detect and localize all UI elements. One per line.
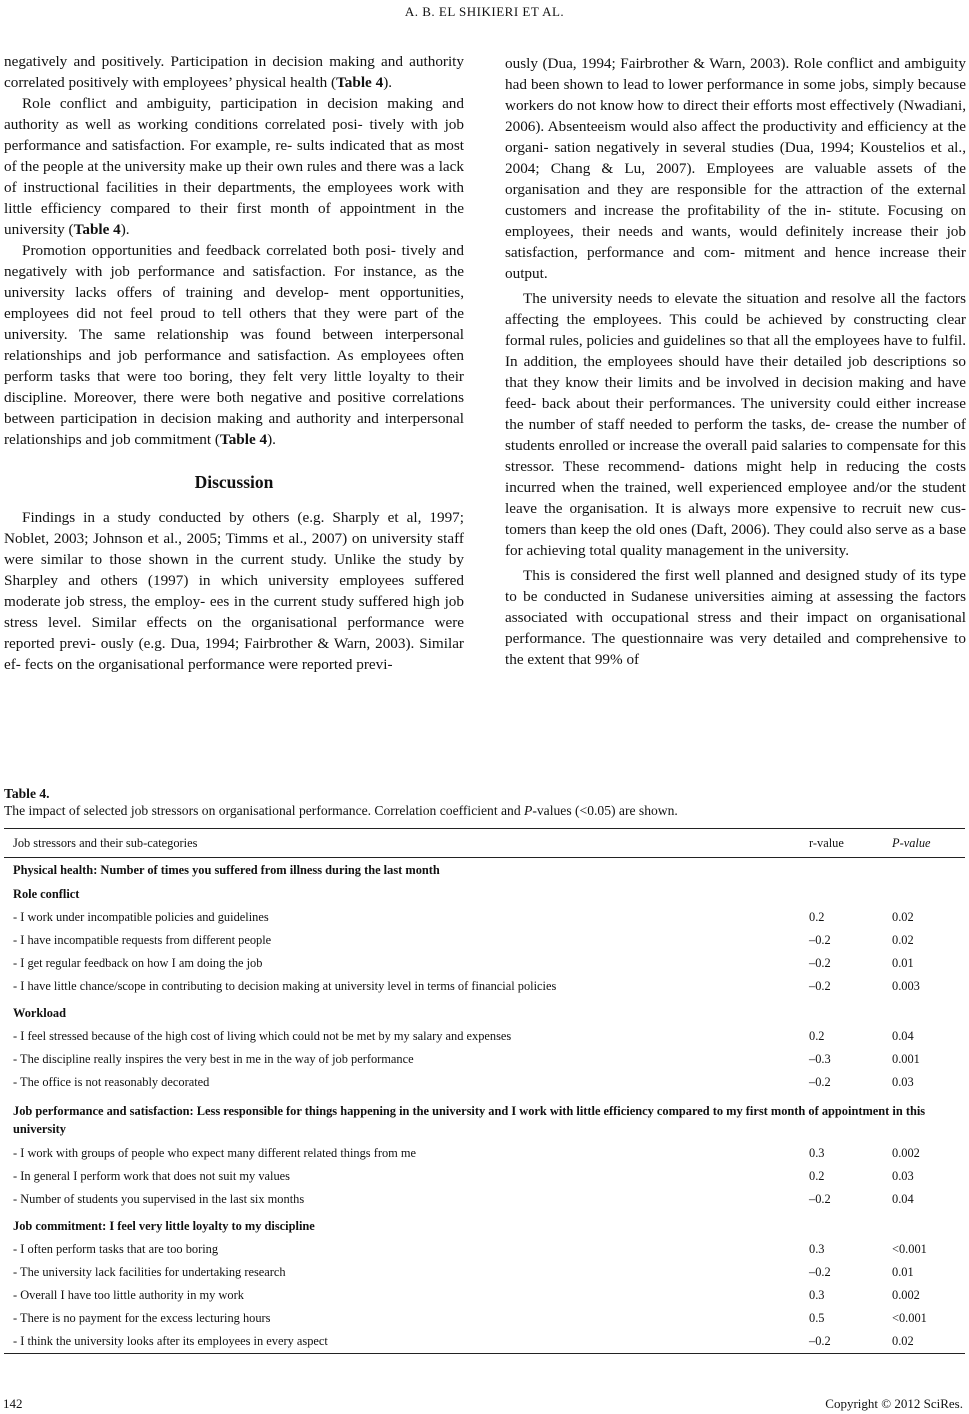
paragraph: This is considered the first well planned and designed study of its type to be conducted in Sudanese universities aiming at assessing the factors associated with occupational stress and their impact on organisational performance. The questionnaire was very detailed and comprehensive to the extent that 99% of [505, 567, 966, 668]
table-row [4, 1025, 965, 1048]
row-p-value: 0.002 [892, 1288, 920, 1302]
row-label: - Number of students you supervised in the last six months [13, 1192, 305, 1206]
paragraph: The university needs to elevate the situation and resolve all the factors affecting the employees. This could be achieved by constructing clear formal rules, policies and guidelines so that all the employees have to fulfil. In addition, the employees should have their detailed job descriptions so that they know their limits and be involved in decision making and have feed- back about their performances. The university could either increase the number of staff needed to perform the tasks, de- crease the number of students enrolled or increase the overall paid salaries to compensate for this stressor. These recommend- dations might help in reducing the costs incurred when the trained, well experienced employee and/or the student leave the organisation. It is always more expensive to recruit new cus- tomers than keep the old ones (Daft, 2006). They could also serve as a base for achieving total quality management in the university. [505, 290, 966, 559]
header-p-value-text: P-value [892, 835, 931, 850]
paragraph [4, 51, 464, 93]
right-column [505, 53, 966, 670]
copyright: Copyright © 2012 SciRes. [825, 1396, 963, 1411]
row-p-value: 0.003 [892, 979, 920, 993]
row-r-value: –0.3 [809, 1052, 831, 1066]
header-p-value [892, 836, 965, 851]
table-row [4, 975, 965, 998]
table-row [4, 929, 965, 952]
header-stressors: Job stressors and their sub-categories [13, 835, 198, 850]
row-r-value: 0.3 [809, 1288, 825, 1302]
row-p-value: <0.001 [892, 1311, 927, 1325]
table-caption [4, 785, 964, 819]
table-reference: Table 4 [219, 431, 268, 448]
table-body [4, 858, 965, 1353]
table-section-row [4, 882, 965, 906]
row-r-value: –0.2 [809, 979, 831, 993]
row-label: - I think the university looks after its employees in every aspect [13, 1334, 328, 1348]
row-r-value: 0.2 [809, 1169, 825, 1183]
left-column [4, 51, 464, 675]
row-label: - I feel stressed because of the high cost of living which could not be met by my salary and expenses [13, 1029, 512, 1043]
table-row [4, 906, 965, 929]
row-p-value: 0.001 [892, 1052, 920, 1066]
row-label: - In general I perform work that does not suit my values [13, 1169, 290, 1183]
row-r-value: –0.2 [809, 1334, 831, 1348]
paragraph-text: Promotion opportunities and feedback correlated both posi- tively and negatively with job performance and satisfaction. For instance, as the university lacks offers of training and develop- ment opportunities, employees did not feel proud to tell others that they were part of the university. The same relationship was found between interpersonal relationships and job performance and satisfaction. As employees often perform tasks that were too boring, they felt very little loyalty to their discipline. Moreover, there were both negative and positive correlations between participation in decision making and authority and interpersonal relationships and job commitment ( [4, 242, 464, 448]
table-row [4, 1165, 965, 1188]
paragraph-text: ). [267, 431, 276, 448]
table-row [4, 1307, 965, 1330]
table-label: Table 4. [4, 786, 50, 801]
table-row [4, 952, 965, 975]
row-label: - The office is not reasonably decorated [13, 1075, 210, 1089]
row-p-value: <0.001 [892, 1242, 927, 1256]
row-r-value: –0.2 [809, 1075, 831, 1089]
row-label: - I have incompatible requests from different people [13, 933, 272, 947]
paragraph-text: negatively and positively. Participation in decision making and authority correlated positively with employees’ physical health ( [4, 53, 464, 91]
table-row [4, 1261, 965, 1284]
caption-text: -values (<0.05) are shown. [532, 803, 678, 818]
section-label: Job performance and satisfaction: Less responsible for things happening in the university and I work with little efficiency compared to my first month of appointment in this university [13, 1104, 926, 1136]
row-label: - I work with groups of people who expect many different related things from me [13, 1146, 417, 1160]
row-p-value: 0.03 [892, 1169, 914, 1183]
caption-italic-p: P [524, 803, 533, 818]
paragraph: ously (Dua, 1994; Fairbrother & Warn, 2003). Role conflict and ambiguity had been shown to lead to lower performance in some jobs, simply because workers do not know how to direct their efforts most effectively (Nwadiani, 2006). Absenteeism would also affect the productivity and efficiency at the organi- sation negatively in several studies (Dua, 1994; Koustelios et al., 2004; Chang & Lu, 2007). Employees are valuable assets of the organisation and they are responsible for the attraction of the external customers and increase the profitability of the in- stitute. Focusing on employees, their needs and wants, would definitely increase their job satisfaction, performance and com- mitment and hence increase their output. [505, 55, 966, 282]
table-section-row [4, 1001, 965, 1025]
row-label: - The university lack facilities for undertaking research [13, 1265, 286, 1279]
table-row [4, 1142, 965, 1165]
row-r-value: 0.2 [809, 1029, 825, 1043]
section-label: Workload [13, 1005, 67, 1020]
paragraph [4, 240, 464, 450]
section-label: Job commitment: I feel very little loyalty to my discipline [13, 1218, 315, 1233]
table-section-row [4, 1214, 965, 1238]
paragraph-text: ). [383, 74, 393, 91]
table-row [4, 1071, 965, 1094]
row-r-value: 0.5 [809, 1311, 825, 1325]
row-p-value: 0.02 [892, 910, 914, 924]
row-r-value: 0.3 [809, 1146, 825, 1160]
section-label: Physical health: Number of times you suffered from illness during the last month [13, 862, 440, 877]
header-r-value: r-value [809, 835, 844, 850]
caption-text: The impact of selected job stressors on organisational performance. Correlation coefficient and [4, 803, 525, 818]
table-row [4, 1048, 965, 1071]
row-p-value: 0.04 [892, 1029, 914, 1043]
row-label: - Overall I have too little authority in my work [13, 1288, 244, 1302]
row-r-value: –0.2 [809, 1265, 831, 1279]
table-reference: Table 4 [336, 74, 384, 91]
section-heading: Discussion [194, 472, 274, 492]
paragraph-text: ). [120, 221, 130, 238]
running-head: A. B. EL SHIKIERI ET AL. [404, 4, 565, 19]
table-row [4, 1188, 965, 1211]
row-p-value: 0.01 [892, 956, 914, 970]
table-row [4, 1238, 965, 1261]
row-label: - I often perform tasks that are too boring [13, 1242, 219, 1256]
paragraph: Findings in a study conducted by others (e.g. Sharply et al, 1997; Noblet, 2003; Johnson et al., 2005; Timms et al., 2007) on university staff were similar to those shown in the current study. Unlike the study by Sharpley and others (1997) in which university employees suffered moderate job stress, the employ- ees in the current study suffered high job stress level. Similar effects on the organisational performance were reported previ- ously (e.g. Dua, 1994; Fairbrother & Warn, 2003). Similar ef- fects on the organisational performance were reported previ- [4, 509, 464, 673]
table-row [4, 1284, 965, 1307]
row-r-value: –0.2 [809, 933, 831, 947]
table-reference: Table 4 [73, 221, 121, 238]
row-p-value: 0.01 [892, 1265, 914, 1279]
page-number: 142 [3, 1396, 23, 1411]
row-r-value: –0.2 [809, 956, 831, 970]
row-label: - The discipline really inspires the very best in me in the way of job performance [13, 1052, 414, 1066]
row-p-value: 0.002 [892, 1146, 920, 1160]
table-section-row [4, 858, 965, 882]
row-p-value: 0.03 [892, 1075, 914, 1089]
row-label: - I have little chance/scope in contributing to decision making at university level in terms of financial policies [13, 979, 557, 993]
row-p-value: 0.02 [892, 1334, 914, 1348]
results-table [4, 828, 965, 1354]
row-label: - I get regular feedback on how I am doing the job [13, 956, 263, 970]
row-r-value: 0.2 [809, 910, 825, 924]
paragraph-text: Role conflict and ambiguity, participation in decision making and authority as well as working conditions correlated posi- tively with job performance and satisfaction. For example, re- sults indicated that as most of the people at the university make up their own rules and there was a lack of instructional facilities in their departments, the employees work with little efficiency compared to their first month of appointment in the university ( [4, 95, 464, 238]
row-label: - There is no payment for the excess lecturing hours [13, 1311, 271, 1325]
table-header-row [4, 829, 965, 858]
row-label: - I work under incompatible policies and guidelines [13, 910, 269, 924]
row-r-value: –0.2 [809, 1192, 831, 1206]
row-r-value: 0.3 [809, 1242, 825, 1256]
table-section-row [4, 1097, 965, 1142]
section-label: Role conflict [13, 886, 80, 901]
table-row [4, 1330, 965, 1353]
paragraph [4, 93, 464, 240]
row-p-value: 0.02 [892, 933, 914, 947]
row-p-value: 0.04 [892, 1192, 914, 1206]
